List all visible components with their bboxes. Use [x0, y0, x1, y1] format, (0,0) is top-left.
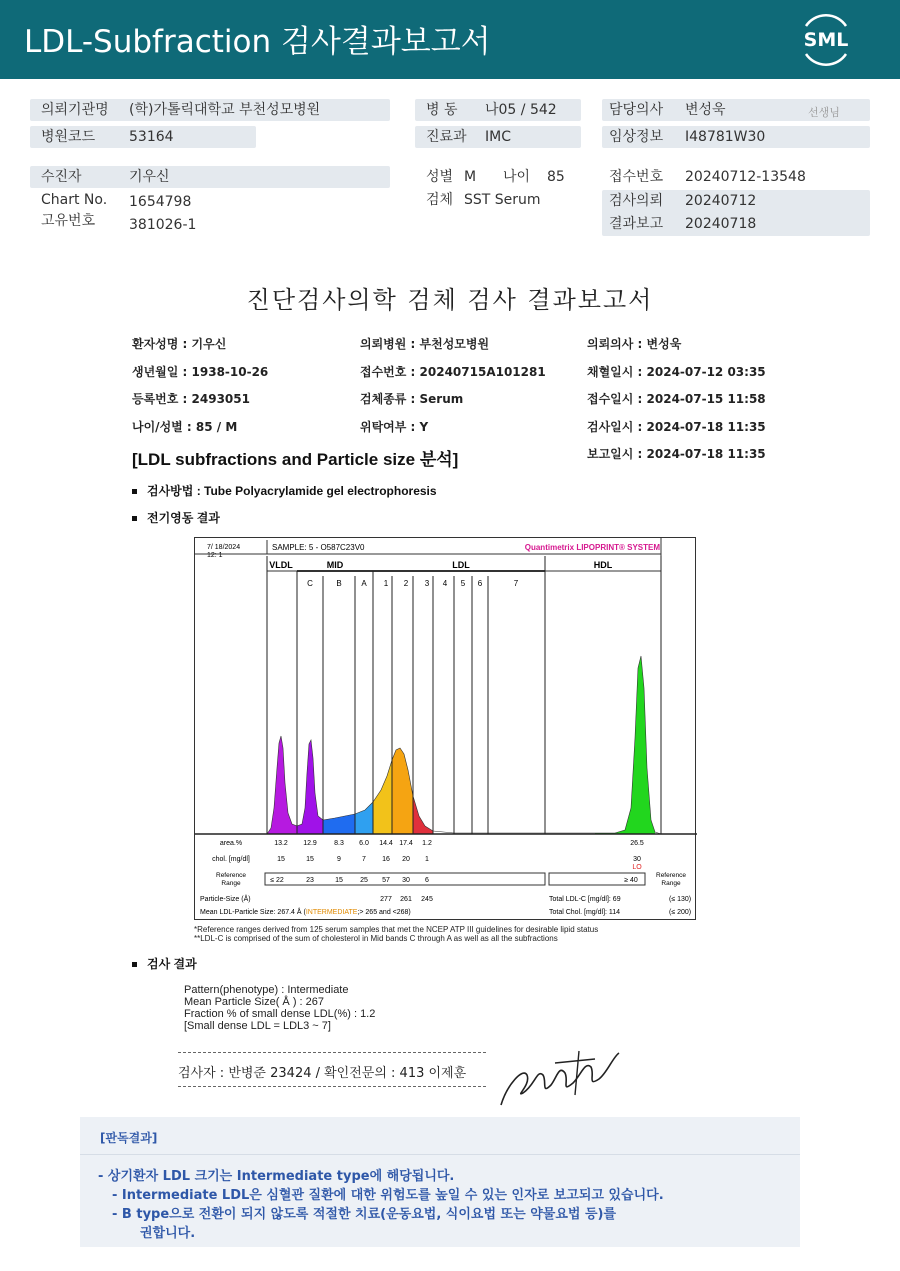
report-title: 진단검사의학 검체 검사 결과보고서: [246, 286, 654, 314]
chol-cell: 1: [425, 856, 429, 863]
band-label-7: 7: [513, 579, 519, 588]
electrophoresis-chart: [194, 537, 696, 920]
specimen-label: 검체: [426, 192, 454, 208]
particle-label: Particle-Size (Å): [200, 896, 251, 903]
group-ldl: LDL: [452, 560, 470, 570]
group-vldl: VLDL: [269, 560, 293, 570]
doctor-label: 담당의사: [609, 102, 664, 118]
band-fill-1: [267, 656, 661, 834]
area-cell: 1.2: [422, 840, 432, 847]
result-line-1: Pattern(phenotype) : Intermediate: [184, 984, 349, 996]
method-text: 검사방법 : Tube Polyacrylamide gel electrophoresis: [147, 484, 437, 498]
header-bar: [0, 0, 900, 79]
age-label: 나이: [503, 169, 531, 185]
ref-right-2: Range: [661, 880, 681, 887]
uid-label: 고유번호: [41, 213, 96, 229]
band-fill-7: [267, 656, 661, 834]
footnote-1: *Reference ranges derived from 125 serum samples that met the NCEP ATP III guidelines for desirable lipid status: [194, 925, 599, 934]
chol-cell: 30: [633, 856, 641, 863]
field-recvdt: 접수일시 : 2024-07-15 11:58: [587, 392, 766, 406]
age-value: 85: [547, 169, 565, 185]
chol-cell: 20: [402, 856, 410, 863]
row-ref-label-2: Range: [221, 880, 241, 887]
page-title: LDL-Subfraction 검사결과보고서: [24, 24, 491, 60]
signature-line: 검사자 : 반병준 23424 / 확인전문의 : 413 이제훈: [178, 1066, 467, 1081]
band-fill-2: [267, 656, 661, 834]
density-curve: [267, 656, 661, 834]
report-label: 결과보고: [609, 216, 664, 232]
particle-cell: 277: [380, 896, 392, 903]
clinical-value: I48781W30: [685, 129, 766, 145]
field-recvno: 접수번호 : 20240715A101281: [360, 365, 546, 379]
band-fill-3: [267, 656, 661, 834]
chol-cell: 15: [277, 856, 285, 863]
field-name: 환자성명 : 기우신: [132, 337, 227, 351]
ref-right-1: Reference: [656, 872, 686, 879]
chart-value: 1654798: [129, 194, 192, 210]
ref-cell: 30: [402, 877, 410, 884]
info-bar-patient: [30, 166, 390, 188]
area-cell: 17.4: [399, 840, 413, 847]
area-cell: 12.9: [303, 840, 317, 847]
hospital-label: 의뢰기관명: [41, 102, 109, 118]
judgment-line-1: - 상기환자 LDL 크기는 Intermediate type에 해당됩니다.: [98, 1169, 455, 1184]
band-fill-6: [267, 656, 661, 834]
specimen-value: SST Serum: [464, 192, 541, 208]
handwritten-signature: [495, 1045, 625, 1110]
ref-cell: 23: [306, 877, 314, 884]
recv-label: 접수번호: [609, 169, 664, 185]
field-agesex: 나이/성별 : 85 / M: [132, 420, 238, 434]
judgment-line-2: - Intermediate LDL은 심혈관 질환에 대한 위험도를 높일 수 있는 인자로 보고되고 있습니다.: [112, 1188, 664, 1203]
electro-title: 전기영동 결과: [147, 511, 220, 525]
bullet-icon: [132, 962, 137, 967]
dept-value: IMC: [485, 129, 511, 145]
chol-cell: 7: [362, 856, 366, 863]
judgment-header: [80, 1117, 800, 1155]
total-chol-ref: (≤ 200): [669, 909, 692, 916]
field-consign: 위탁여부 : Y: [360, 420, 429, 434]
chart-time: 12: 1: [207, 552, 223, 559]
chart-label: Chart No.: [41, 192, 108, 208]
sml-logo: [796, 12, 856, 68]
particle-cell: 245: [421, 896, 433, 903]
logo-text: SML: [803, 29, 849, 51]
band-label-4: 4: [442, 579, 448, 588]
ref-cell: 15: [335, 877, 343, 884]
sex-value: M: [464, 169, 477, 185]
ward-value: 나05 / 542: [485, 102, 557, 118]
table-cells: [270, 840, 644, 903]
uid-value: 381026-1: [129, 217, 197, 233]
doctor-suffix: 선생님: [808, 106, 840, 119]
field-spec: 검체종류 : Serum: [360, 392, 464, 406]
band-label-6: 6: [477, 579, 483, 588]
hospital-value: (학)가톨릭대학교 부천성모병원: [129, 102, 321, 118]
area-cell: 14.4: [379, 840, 393, 847]
area-cell: 8.3: [334, 840, 344, 847]
doctor-value: 변성욱: [685, 102, 726, 118]
chol-flag: LO: [632, 864, 642, 871]
judgment-box: [80, 1117, 800, 1247]
method-line: [132, 482, 437, 499]
band-fill-4: [267, 656, 661, 834]
total-ldl-ref: (≤ 130): [669, 896, 692, 903]
chol-cell: 15: [306, 856, 314, 863]
ref-cell: 57: [382, 877, 390, 884]
total-ldl: Total LDL-C [mg/dl]: 69: [549, 896, 621, 903]
band-label-a: A: [361, 579, 367, 588]
section-title: [LDL subfractions and Particle size 분석]: [132, 450, 459, 469]
area-cell: 6.0: [359, 840, 369, 847]
result-line-3: Fraction % of small dense LDL(%) : 1.2: [184, 1008, 376, 1020]
bullet-icon: [132, 516, 137, 521]
chol-cell: 9: [337, 856, 341, 863]
footnote-2: **LDL-C is comprised of the sum of cholesterol in Mid bands C through A as well as all the subfractions: [194, 934, 558, 943]
code-value: 53164: [129, 129, 174, 145]
band-fill-0: [267, 656, 661, 834]
result-title: 검사 결과: [147, 957, 197, 971]
area-cell: 13.2: [274, 840, 288, 847]
band-label-5: 5: [460, 579, 466, 588]
band-label-2: 2: [403, 579, 409, 588]
bullet-icon: [132, 489, 137, 494]
dept-label: 진료과: [426, 129, 467, 145]
result-line-4: [Small dense LDL = LDL3 ~ 7]: [184, 1020, 331, 1032]
field-birth: 생년월일 : 1938-10-26: [132, 365, 269, 379]
result-title-line: [132, 955, 197, 972]
field-reportdt: 보고일시 : 2024-07-18 11:35: [587, 447, 766, 461]
chol-cell: 16: [382, 856, 390, 863]
judgment-line-3: - B type으로 전환이 되지 않도록 적절한 치료(운동요법, 식이요법 또는 약물요법 등)를: [112, 1207, 617, 1222]
chart-sample: SAMPLE: 5 - O587C23V0: [272, 543, 365, 552]
ref-hdl-cell: ≥ 40: [624, 877, 638, 884]
area-cell: 26.5: [630, 840, 644, 847]
field-testdt: 검사일시 : 2024-07-18 11:35: [587, 420, 766, 434]
patient-label: 수진자: [41, 169, 82, 185]
band-fill-5: [267, 656, 661, 834]
band-label-c: C: [307, 579, 313, 588]
chart-svg: [195, 538, 697, 921]
group-hdl: HDL: [593, 560, 613, 570]
electro-title-line: [132, 509, 220, 526]
band-label-3: 3: [424, 579, 430, 588]
particle-cell: 261: [400, 896, 412, 903]
band-label-1: 1: [383, 579, 389, 588]
total-chol: Total Chol. [mg/dl]: 114: [549, 909, 621, 916]
row-ref-label-1: Reference: [216, 872, 246, 879]
report-value: 20240718: [685, 216, 757, 232]
field-dr: 의뢰의사 : 변성욱: [587, 337, 682, 351]
ref-cell: 25: [360, 877, 368, 884]
req-value: 20240712: [685, 193, 757, 209]
req-label: 검사의뢰: [609, 193, 664, 209]
code-label: 병원코드: [41, 129, 96, 145]
patient-value: 기우신: [129, 169, 170, 185]
judgment-title: [판독결과]: [100, 1131, 158, 1145]
band-label-b: B: [336, 579, 342, 588]
chart-title: Quantimetrix LIPOPRINT® SYSTEM: [524, 543, 660, 552]
divider-top: [178, 1052, 486, 1053]
chart-date: 7/ 18/2024: [207, 544, 241, 551]
result-line-2: Mean Particle Size( Å ) : 267: [184, 996, 325, 1008]
row-chol-label: chol. [mg/dl]: [212, 856, 250, 863]
row-area-label: area.%: [219, 840, 243, 847]
field-regno: 등록번호 : 2493051: [132, 392, 250, 406]
mean-size-line: Mean LDL-Particle Size: 267.4 Å (INTERMEDIATE;> 265 and <268): [200, 909, 411, 916]
chart-fill-group: [267, 656, 661, 834]
divider-bottom: [178, 1086, 486, 1087]
field-draw: 채혈일시 : 2024-07-12 03:35: [587, 365, 766, 379]
recv-value: 20240712-13548: [685, 169, 806, 185]
ref-cell: 6: [425, 877, 429, 884]
band-dividers: [267, 556, 661, 834]
group-mid: MID: [326, 560, 344, 570]
clinical-label: 임상정보: [609, 129, 664, 145]
field-hosp: 의뢰병원 : 부천성모병원: [360, 337, 490, 351]
sex-label: 성별: [426, 169, 454, 185]
ward-label: 병 동: [426, 102, 458, 118]
judgment-line-4: 권합니다.: [140, 1226, 196, 1241]
ref-cell: ≤ 22: [270, 877, 284, 884]
